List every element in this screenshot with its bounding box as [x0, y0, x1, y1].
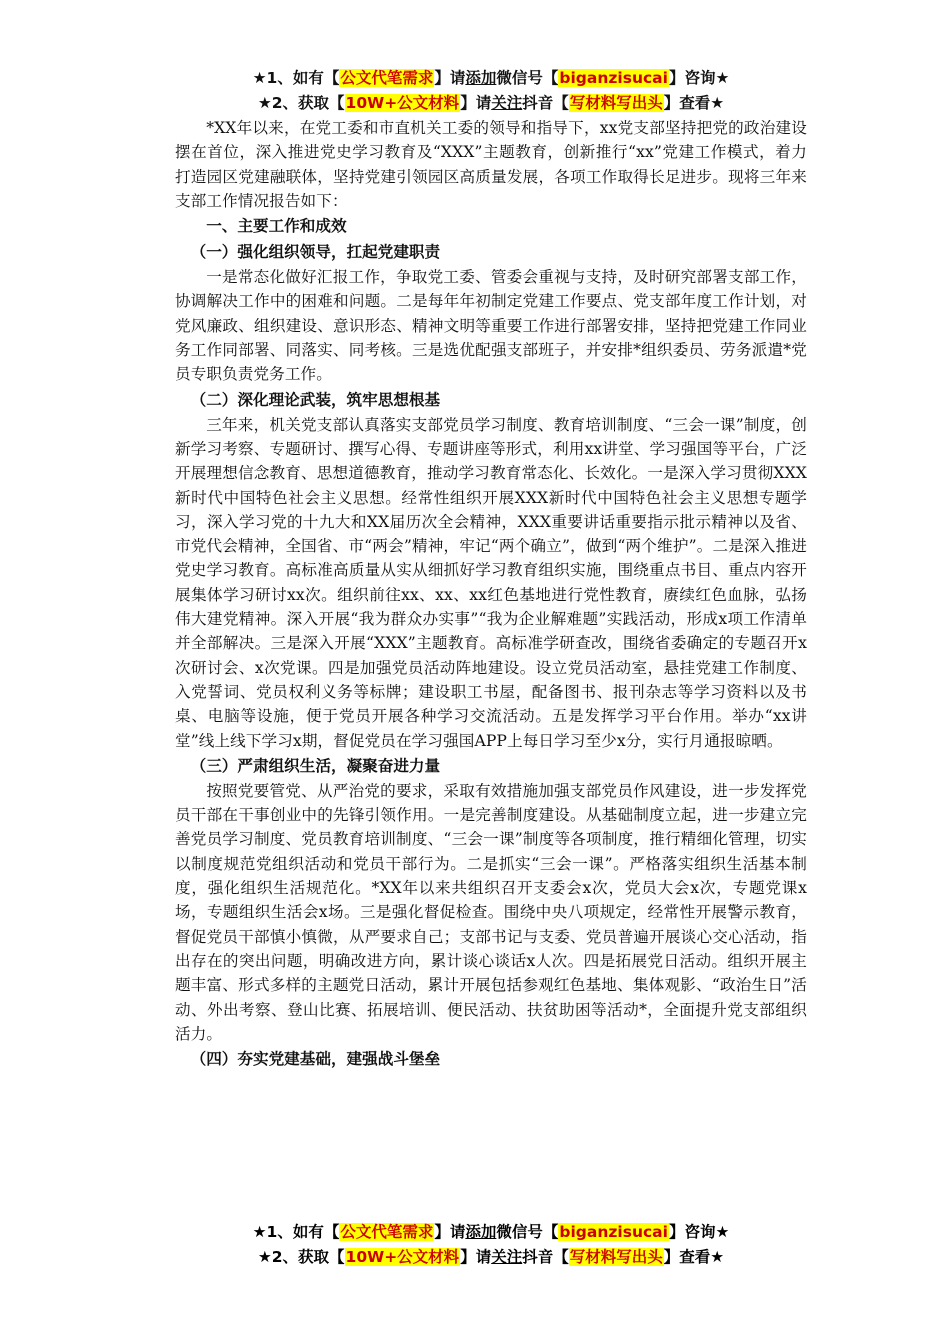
- subsection-heading: （一）强化组织领导，扛起党建职责: [190, 243, 441, 262]
- promo-text: ★1、如有【: [252, 1223, 340, 1241]
- promo-text: 】请: [434, 1223, 466, 1241]
- promo-highlight: 10W+公文材料: [345, 94, 460, 112]
- promo-text: 】查看★: [663, 94, 725, 112]
- promo-highlight: biganzisucai: [559, 69, 668, 87]
- promo-text: 】查看★: [663, 1248, 725, 1266]
- subsection-heading: （四）夯实党建基础，建强战斗堡垒: [190, 1050, 441, 1069]
- promo-highlight: biganzisucai: [559, 1223, 668, 1241]
- promo-line-2: [175, 1245, 807, 1270]
- promo-text: 微信号【: [496, 69, 559, 87]
- promo-line-1: [175, 66, 807, 91]
- promo-underline: 关注: [491, 94, 523, 112]
- promo-text: 】请: [434, 69, 466, 87]
- promo-text: 】请: [460, 94, 492, 112]
- intro-paragraph: *XX年以来，在党工委和市直机关工委的领导和指导下，xx党支部坚持把党的政治建设摆在首位，深入推进党史学习教育及“XXX”主题教育，创新推行“xx”党建工作模式，着力打造园区党建融联体，坚持党建引领园区高质量发展，各项工作取得长足进步。现将三年来支部工作情况报告如下：: [175, 119, 807, 210]
- promo-highlight: 公文代笔需求: [340, 69, 434, 87]
- body-paragraph: 一是常态化做好汇报工作，争取党工委、管委会重视与支持，及时研究部署支部工作，协调解决工作中的困难和问题。二是每年年初制定党建工作要点、党支部年度工作计划，对党风廉政、组织建设、意识形态、精神文明等重要工作进行部署安排，坚持把党建工作同业务工作同部署、同落实、同考核。三是选优配强支部班子，并安排*组织委员、劳务派遣*党员专职负责党务工作。: [175, 268, 807, 384]
- subsection-heading: （二）深化理论武装，筑牢思想根基: [190, 390, 441, 409]
- section-heading: 一、主要工作和成效: [206, 217, 347, 236]
- promo-text: ★2、获取【: [257, 94, 345, 112]
- body-paragraph: 三年来，机关党支部认真落实支部党员学习制度、教育培训制度、“三会一课”制度，创新学习考察、专题研讨、撰写心得、专题讲座等形式，利用xx讲堂、学习强国等平台，广泛开展理想信念教育、思想道德教育，推动学习教育常态化、长效化。一是深入学习贯彻XXX新时代中国特色社会主义思想。经常性组织开展XXX新时代中国特色社会主义思想专题学习，深入学习党的十九大和XX届历次全会精神，XXX重要讲话重要指示批示精神以及省、市党代会精神，全国省、市“两会”精神，牢记“两个确立”，做到“两个维护”。二是深入推进党史学习教育。高标准高质量从实从细抓好学习教育组织实施，围绕重点书目、重点内容开展集体学习研讨xx次。组织前往xx、xx、xx红色基地进行党性教育，赓续红色血脉，弘扬伟大建党精神。深入开展“我为群众办实事”“我为企业解难题”实践活动，形成x项工作清单并全部解决。三是深入开展“XXX”主题教育。高标准学研查改，围绕省委确定的专题召开x次研讨会、x次党课。四是加强党员活动阵地建设。设立党员活动室，悬挂党建工作制度、入党誓词、党员权利义务等标牌；建设职工书屋，配备图书、报刊杂志等学习资料以及书桌、电脑等设施，便于党员开展各种学习交流活动。五是发挥学习平台作用。举办“xx讲堂”线上线下学习x期，督促党员在学习强国APP上每日学习至少x分，实行月通报晾晒。: [175, 415, 807, 750]
- promo-underline: 添加: [465, 69, 497, 87]
- promo-highlight: 写材料写出头: [569, 94, 663, 112]
- promo-line-2: [175, 91, 807, 116]
- promo-underline: 添加: [465, 1223, 497, 1241]
- promo-text: 抖音【: [522, 94, 569, 112]
- promo-text: ★2、获取【: [257, 1248, 345, 1266]
- promo-highlight: 写材料写出头: [569, 1248, 663, 1266]
- promo-highlight: 公文代笔需求: [340, 1223, 434, 1241]
- document-page: [175, 66, 807, 1072]
- subsection-heading: （三）严肃组织生活，凝聚奋进力量: [190, 756, 441, 775]
- promo-banner-bottom: [175, 1220, 807, 1270]
- promo-highlight: 10W+公文材料: [345, 1248, 460, 1266]
- promo-text: 】咨询★: [668, 1223, 730, 1241]
- promo-text: ★1、如有【: [252, 69, 340, 87]
- body-paragraph: 按照党要管党、从严治党的要求，采取有效措施加强支部党员作风建设，进一步发挥党员干部在干事创业中的先锋引领作用。一是完善制度建设。从基础制度立起，进一步建立完善党员学习制度、党员教育培训制度、“三会一课”制度等各项制度，推行精细化管理，切实以制度规范党组织活动和党员干部行为。二是抓实“三会一课”。严格落实组织生活基本制度，强化组织生活规范化。*XX年以来共组织召开支委会x次，党员大会x次，专题党课x场，专题组织生活会x场。三是强化督促检查。围绕中央八项规定，经常性开展警示教育，督促党员干部慎小慎微，从严要求自己；支部书记与支委、党员普遍开展谈心交心活动，指出存在的突出问题，明确改进方向，累计谈心谈话x人次。四是拓展党日活动。组织开展主题丰富、形式多样的主题党日活动，累计开展包括参观红色基地、集体观影、“政治生日”活动、外出考察、登山比赛、拓展培训、便民活动、扶贫助困等活动*，全面提升党支部组织活力。: [175, 781, 807, 1043]
- promo-text: 】请: [460, 1248, 492, 1266]
- promo-text: 微信号【: [496, 1223, 559, 1241]
- promo-line-1: [175, 1220, 807, 1245]
- promo-banner-top: [175, 66, 807, 116]
- promo-underline: 关注: [491, 1248, 523, 1266]
- promo-text: 】咨询★: [668, 69, 730, 87]
- promo-text: 抖音【: [522, 1248, 569, 1266]
